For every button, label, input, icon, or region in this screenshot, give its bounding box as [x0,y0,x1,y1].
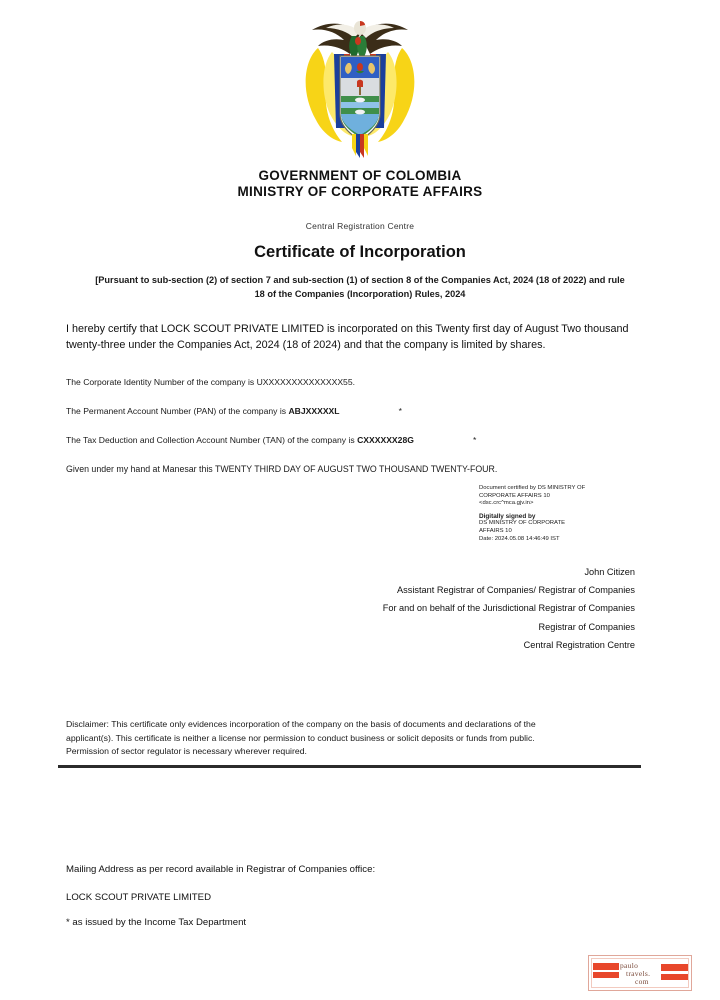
coat-of-arms-of-colombia-icon [290,8,430,160]
signature-block [200,563,635,654]
asterisk-footnote: * as issued by the Income Tax Department [66,917,247,928]
horizontal-divider [58,765,641,768]
emblem-container [0,8,720,160]
certify-line-2: Two thousand twenty-three under the Companies Act, 2024 (18 of 2024) and that the company is limited by shares. [66,323,629,351]
tan-value: CXXXXXX28G [357,435,414,445]
digital-signature-block [479,485,669,548]
tan-asterisk: * [472,435,477,445]
certify-line-1: I hereby certify that LOCK SCOUT PRIVATE LIMITED is incorporated on this Twenty first day of August [66,323,559,335]
given-under-hand-line: Given under my hand at Manesar this TWENTY THIRD DAY OF AUGUST TWO THOUSAND TWENTY-FOUR. [66,464,498,474]
dsc-signed-heading: Digitally signed by [479,512,536,520]
citation-line-2: rule 18 of the Companies (Incorporation) Rules, 2024 [254,275,625,299]
certification-statement [66,321,641,353]
watermark-bar-right-bottom [661,974,688,980]
watermark-logo [588,955,692,991]
government-title [0,168,720,200]
signatory-title-2: For and on behalf of the Jurisdictional Registrar of Companies [382,603,635,614]
signatory-office: Central Registration Centre [523,639,635,650]
dsc-signed-group [479,513,669,543]
pan-value: ABJXXXXXL [288,406,340,416]
mailing-address-company: LOCK SCOUT PRIVATE LIMITED [66,892,211,903]
mailing-address-heading: Mailing Address as per record available in Registrar of Companies office: [66,864,376,875]
government-name: GOVERNMENT OF COLOMBIA [258,168,462,183]
pan-label: The Permanent Account Number (PAN) of the company is [66,406,287,416]
watermark-bar-left-top [593,963,619,970]
watermark-text-line-3: com [635,977,649,986]
tan-line [66,435,476,445]
signatory-title-1: Assistant Registrar of Companies/ Registrar of Companies [397,585,635,596]
pan-line [66,406,402,416]
pan-asterisk: * [398,406,402,416]
cin-value: UXXXXXXXXXXXXXX55. [256,377,355,387]
dsc-signed-date: Date: 2024.05.08 14:46:49 IST [479,535,560,542]
dsc-signed-line-1: DS MINISTRY OF CORPORATE [479,520,566,527]
disclaimer-text: Disclaimer: This certificate only evidences incorporation of the company on the basis of documents and declarations of the applicant(s). This certificate is neither a license nor permission to conduct business or solicit deposits or funds from public. Permission of sector regulator is necessary wherever required. [66,719,536,757]
registration-centre-subtitle: Central Registration Centre [305,221,415,231]
citation-line-1: [Pursuant to sub-section (2) of section 7 and sub-section (1) of section 8 of the Companies Act, 2024 (18 of 2022) and [95,275,606,285]
dsc-signed-line-2: AFFAIRS 10 [479,527,512,534]
signatory-name: John Citizen [584,567,635,577]
watermark-bar-left-bottom [593,972,619,978]
watermark-text-line-2: travels. [626,969,651,978]
ministry-name: MINISTRY OF CORPORATE AFFAIRS [237,184,483,199]
page-title: Certificate of Incorporation [254,243,466,261]
dsc-certified-email: <dsc.crc^mca.gjv.in> [479,500,534,507]
dsc-certified-line-2: CORPORATE AFFAIRS 10 [479,492,550,499]
cin-label: The Corporate Identity Number of the company is [66,377,255,387]
watermark-text-line-1: paulo [620,961,639,970]
signatory-title-3: Registrar of Companies [538,621,635,632]
tan-label: The Tax Deduction and Collection Account Number (TAN) of the company is [66,435,355,445]
dsc-certified-line-1: Document certified by DS MINISTRY OF [479,485,586,491]
watermark-bar-right-top [661,964,688,971]
dsc-certified-group [479,485,669,508]
legal-citation [90,273,630,301]
cin-line [66,377,355,387]
